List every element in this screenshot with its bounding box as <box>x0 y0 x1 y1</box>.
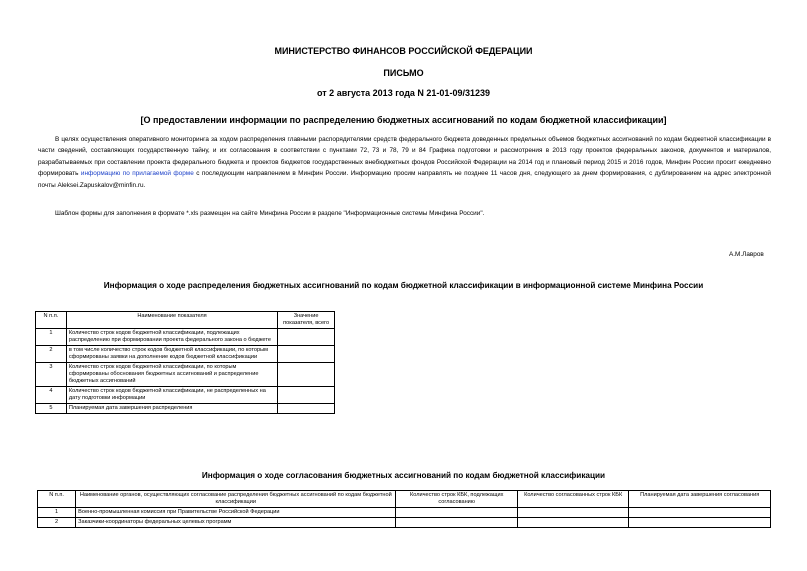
row-number: 5 <box>36 404 67 414</box>
row-number: 1 <box>36 329 67 346</box>
row-indicator-name: Количество строк кодов бюджетной классификации, по которым сформированы обоснования бюджетных ассигнований и распределение бюджетных ассигнований <box>66 363 277 387</box>
row-organ-name: Заказчики-координаторы федеральных целевых программ <box>76 518 396 528</box>
column-header: Наименование органов, осуществляющих согласование распределения бюджетных ассигнований по кодам бюджетной классификации <box>76 491 396 508</box>
paragraph-text: В целях осуществления оперативного мониторинга за ходом распределения главными распорядителями средств федерального бюджета доведенных предельных объемов бюджетных ассигнований по кодам бюджетной классификации в части сведений, составляющих государственную тайну, и их согласования в соответствии с пунктами 72, 73 и 78, 79 и 84 Графика подготовки и рассмотрения в 2013 году проектов федеральных законов, документов и материалов, разрабатываемых при составлении проекта федерального бюджета и проектов бюджетов государственных внебюджетных фондов Российской Федерации на 2014 год и плановый период 2015 и 2016 годов, Минфин России просит ежедневно формировать <box>38 136 771 178</box>
row-number: 3 <box>36 363 67 387</box>
row-value <box>278 404 335 414</box>
document-date-number: от 2 августа 2013 года N 21-01-09/31239 <box>317 88 490 98</box>
row-number: 1 <box>38 508 76 518</box>
table-row <box>36 387 335 404</box>
row-indicator-name: в том числе количество строк кодов бюджетной классификации, по которым сформированы заявки на дополнение кодов бюджетной классификации <box>66 346 277 363</box>
column-header: N п.п. <box>38 491 76 508</box>
column-header: Количество согласованных строк КБК <box>517 491 628 508</box>
row-indicator-name: Планируемая дата завершения распределения <box>66 404 277 414</box>
column-header: Планируемая дата завершения согласования <box>629 491 771 508</box>
table-row <box>36 363 335 387</box>
row-number: 4 <box>36 387 67 404</box>
row-number: 2 <box>36 346 67 363</box>
table-row <box>38 508 771 518</box>
table1-title: Информация о ходе распределения бюджетных ассигнований по кодам бюджетной классификации в информационной системе Минфина России <box>103 281 704 290</box>
row-indicator-name: Количество строк кодов бюджетной классификации, подлежащих распределению при формировании проекта федерального закона о бюджете <box>66 329 277 346</box>
row-approved-count <box>517 508 628 518</box>
table2-title: Информация о ходе согласования бюджетных ассигнований по кодам бюджетной классификации <box>201 471 606 480</box>
column-header: Количество строк КБК, подлежащих согласованию <box>396 491 517 508</box>
signature: А.М.Лавров <box>729 251 764 258</box>
ministry-heading: МИНИСТЕРСТВО ФИНАНСОВ РОССИЙСКОЙ ФЕДЕРАЦИИ <box>274 46 533 56</box>
approval-table <box>37 490 771 528</box>
row-value <box>278 363 335 387</box>
row-kbk-count <box>396 518 517 528</box>
row-indicator-name: Количество строк кодов бюджетной классификации, не распределенных на дату подготовки информации <box>66 387 277 404</box>
column-header: N п.п. <box>36 312 67 329</box>
table-row <box>36 346 335 363</box>
body-paragraph-2: Шаблон формы для заполнения в формате *.xls размещен на сайте Минфина России в разделе "Информационные системы Минфина России". <box>55 210 485 217</box>
form-link[interactable]: информацию по прилагаемой форме <box>80 170 194 178</box>
table-header-row <box>38 491 771 508</box>
document-type: ПИСЬМО <box>383 68 424 78</box>
row-value <box>278 346 335 363</box>
column-header: Наименование показателя <box>66 312 277 329</box>
document-subject: [О предоставлении информации по распределению бюджетных ассигнований по кодам бюджетной классификации] <box>140 115 667 125</box>
table-row <box>38 518 771 528</box>
row-kbk-count <box>396 508 517 518</box>
row-number: 2 <box>38 518 76 528</box>
row-value <box>278 329 335 346</box>
table-header-row <box>36 312 335 329</box>
distribution-table <box>35 311 335 414</box>
row-organ-name: Военно-промышленная комиссия при Правительстве Российской Федерации <box>76 508 396 518</box>
row-planned-date <box>629 508 771 518</box>
table-row <box>36 404 335 414</box>
row-planned-date <box>629 518 771 528</box>
row-value <box>278 387 335 404</box>
body-paragraph-1 <box>38 134 771 191</box>
column-header: Значение показателя, всего <box>278 312 335 329</box>
paragraph-text: с последующим направлением в Минфин России. Информацию просим направлять не позднее 11 часов дня, следующего за днем формирования, с дублированием на адрес электронной почты Aleksei.Zapuskalov@minfin.ru. <box>38 170 771 189</box>
table-row <box>36 329 335 346</box>
row-approved-count <box>517 518 628 528</box>
